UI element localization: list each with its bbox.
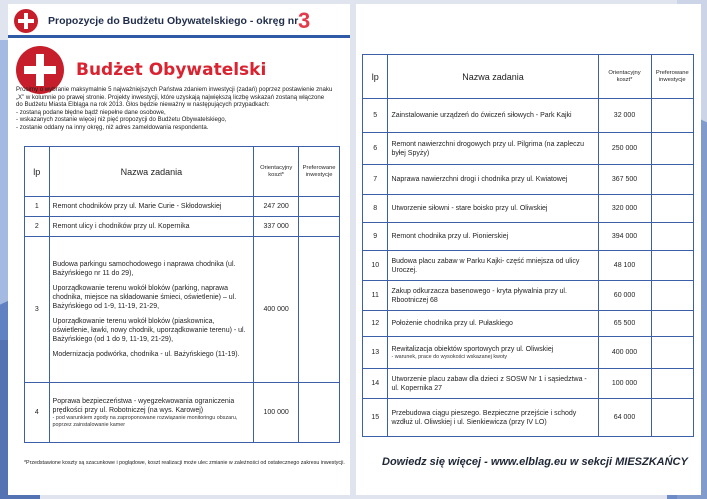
task-name-main: Poprawa bezpieczeństwa - wyegzekwowania ograniczenia prędkości przy ul. Robotniczej (na wys. Karowej): [52, 398, 235, 414]
intro-line: - zostanie oddany na inny okręg, niż adres zameldowania respondenta.: [16, 123, 209, 131]
task-name-part: Budowa parkingu samochodowego i naprawa chodnika (ul. Bażyńskiego nr 11 do 29),: [52, 261, 236, 277]
preference-checkbox[interactable]: [651, 251, 693, 281]
row-number: 3: [25, 237, 50, 383]
row-number: 4: [25, 383, 50, 443]
intro-line: Prosimy o wybranie maksymalnie 5 najważniejszych Państwa zdaniem inwestycji (zadań) poprzez postawienie znaku: [16, 86, 333, 93]
preference-checkbox[interactable]: [299, 197, 340, 217]
task-name: Remont chodnika przy ul. Pionierskiej: [388, 223, 598, 251]
task-cost: 64 000: [598, 399, 651, 437]
table-row: [363, 281, 694, 311]
preference-checkbox[interactable]: [651, 369, 693, 399]
table-row: [25, 197, 340, 217]
row-number: 9: [363, 223, 388, 251]
row-number: 1: [25, 197, 50, 217]
preference-checkbox[interactable]: [651, 223, 693, 251]
preference-checkbox[interactable]: [299, 383, 340, 443]
task-name: Utworzenie placu zabaw dla dzieci z SOSW Nr 1 i sąsiedztwa - ul. Kopernika 27: [388, 369, 598, 399]
task-cost: 320 000: [598, 195, 651, 223]
preference-checkbox[interactable]: [651, 281, 693, 311]
projects-table: [24, 146, 340, 443]
preference-checkbox[interactable]: [651, 337, 693, 369]
table-row: [363, 311, 694, 337]
table-header-row: [363, 55, 694, 99]
task-condition: - warunek, prace do wysokości wskazanej kwoty: [391, 353, 508, 360]
table-row: [363, 99, 694, 133]
task-cost: 247 200: [254, 197, 299, 217]
task-name: [49, 383, 254, 443]
row-number: 7: [363, 165, 388, 195]
task-name-part: Modernizacja podwórka, chodnika - ul. Bażyńskiego (11-19).: [52, 351, 240, 358]
task-condition: - pod warunkiem zgody na zaproponowane rozwiązanie monitoringu obszaru, poprzez zainstalowanie kamer: [52, 415, 238, 428]
task-cost: 100 000: [254, 383, 299, 443]
task-name-main: Rewitalizacja obiektów sportowych przy ul. Oliwskiej: [391, 345, 554, 353]
table-header-row: [25, 147, 340, 197]
header-bar: [8, 4, 350, 38]
column-header-lp: lp: [363, 55, 388, 99]
task-name-part: Uporządkowanie terenu wokół bloków (parking, naprawa chodnika, miejsce na składowanie śmieci, oświetlenie) – ul. Bażyńskiego od 1-9, 11-19, 21-29,: [52, 285, 237, 310]
column-header-pref: Preferowane inwestycje: [299, 147, 340, 197]
task-name: Utworzenie siłowni - stare boisko przy ul. Oliwskiej: [388, 195, 598, 223]
task-name: Przebudowa ciągu pieszego. Bezpieczne przejście i schody wzdłuż ul. Oliwskiej i ul. Sienkiewicza (przy IV LO): [388, 399, 598, 437]
task-name: Położenie chodnika przy ul. Pułaskiego: [388, 311, 598, 337]
elblag-coat-of-arms-icon: [14, 9, 38, 33]
row-number: 11: [363, 281, 388, 311]
task-name: Remont ulicy i chodników przy ul. Kopernika: [49, 217, 254, 237]
table-row: [363, 251, 694, 281]
task-name: Zainstalowanie urządzeń do ćwiczeń siłowych - Park Kajki: [388, 99, 598, 133]
column-header-pref: Preferowane inwestycje: [651, 55, 693, 99]
table-row: [363, 399, 694, 437]
task-cost: 400 000: [598, 337, 651, 369]
preference-checkbox[interactable]: [651, 133, 693, 165]
task-name: [49, 237, 254, 383]
district-number: 3: [298, 8, 311, 33]
preference-checkbox[interactable]: [651, 165, 693, 195]
table-row: [25, 237, 340, 383]
row-number: 6: [363, 133, 388, 165]
page-title: Budżet Obywatelski: [76, 60, 267, 80]
column-header-cost: Orientacyjny koszt*: [598, 55, 651, 99]
task-cost: 100 000: [598, 369, 651, 399]
task-cost: 367 500: [598, 165, 651, 195]
row-number: 10: [363, 251, 388, 281]
task-name: [388, 337, 598, 369]
intro-line: - zostaną podane błędne bądź niepełne dane osobowe,: [16, 108, 166, 116]
task-name-part: Uporządkowanie terenu wokół bloków (piaskownica, oświetlenie, ławki, nowy chodnik, uporządkowanie terenu) - ul. Bażyńskiego (od 1 do 9, 11-19, 21-29),: [52, 318, 246, 343]
task-cost: 400 000: [254, 237, 299, 383]
row-number: 2: [25, 217, 50, 237]
task-name: Naprawa nawierzchni drogi i chodnika przy ul. Kwiatowej: [388, 165, 598, 195]
left-page: [8, 4, 350, 495]
table-row: [363, 369, 694, 399]
more-info-link[interactable]: Dowiedz się więcej - www.elblag.eu w sekcji MIESZKAŃCY: [382, 456, 688, 468]
row-number: 12: [363, 311, 388, 337]
table-row: [25, 217, 340, 237]
intro-line: do Budżetu Miasta Elbląga na rok 2013. Głos będzie nieważny w następujących przypadkach:: [16, 101, 270, 109]
projects-table: [362, 54, 694, 437]
column-header-name: Nazwa zadania: [388, 55, 598, 99]
task-cost: 337 000: [254, 217, 299, 237]
right-page: [356, 4, 701, 495]
row-number: 8: [363, 195, 388, 223]
table-row: [363, 223, 694, 251]
column-header-name: Nazwa zadania: [49, 147, 254, 197]
intro-line: „X” w kolumnie po prawej stronie. Projekty inwestycji, które uzyskają największą liczbę wskazań zostaną włączone: [16, 93, 325, 101]
table-row: [25, 383, 340, 443]
preference-checkbox[interactable]: [651, 99, 693, 133]
intro-text: [16, 86, 344, 132]
table-row: [363, 133, 694, 165]
preference-checkbox[interactable]: [651, 311, 693, 337]
task-cost: 60 000: [598, 281, 651, 311]
cost-footnote: *Przedstawione koszty są szacunkowe i poglądowe, koszt realizacji może ulec zmianie w zależności od ostatecznego zakresu inwestycji.: [24, 460, 345, 466]
row-number: 5: [363, 99, 388, 133]
task-cost: 394 000: [598, 223, 651, 251]
task-name: Zakup odkurzacza basenowego - kryta pływalnia przy ul. Rbootniczej 68: [388, 281, 598, 311]
task-cost: 250 000: [598, 133, 651, 165]
intro-line: - wskazanych zostanie więcej niż pięć propozycji do Budżetu Obywatelskiego,: [16, 116, 227, 124]
preference-checkbox[interactable]: [299, 217, 340, 237]
task-name: Remont chodników przy ul. Marie Curie - Skłodowskiej: [49, 197, 254, 217]
column-header-lp: lp: [25, 147, 50, 197]
row-number: 15: [363, 399, 388, 437]
table-row: [363, 337, 694, 369]
column-header-cost: Orientacyjny koszt*: [254, 147, 299, 197]
task-cost: 48 100: [598, 251, 651, 281]
task-cost: 32 000: [598, 99, 651, 133]
table-row: [363, 195, 694, 223]
task-name: Remont nawierzchni drogowych przy ul. Pilgrima (na zapleczu byłej Spyży): [388, 133, 598, 165]
preference-checkbox[interactable]: [651, 195, 693, 223]
table-row: [363, 165, 694, 195]
row-number: 14: [363, 369, 388, 399]
task-name: Budowa placu zabaw w Parku Kajki- część mniejsza od ulicy Uroczej.: [388, 251, 598, 281]
header-title: Propozycje do Budżetu Obywatelskiego - okręg nr: [48, 15, 299, 27]
preference-checkbox[interactable]: [651, 399, 693, 437]
preference-checkbox[interactable]: [299, 237, 340, 383]
row-number: 13: [363, 337, 388, 369]
task-cost: 65 500: [598, 311, 651, 337]
